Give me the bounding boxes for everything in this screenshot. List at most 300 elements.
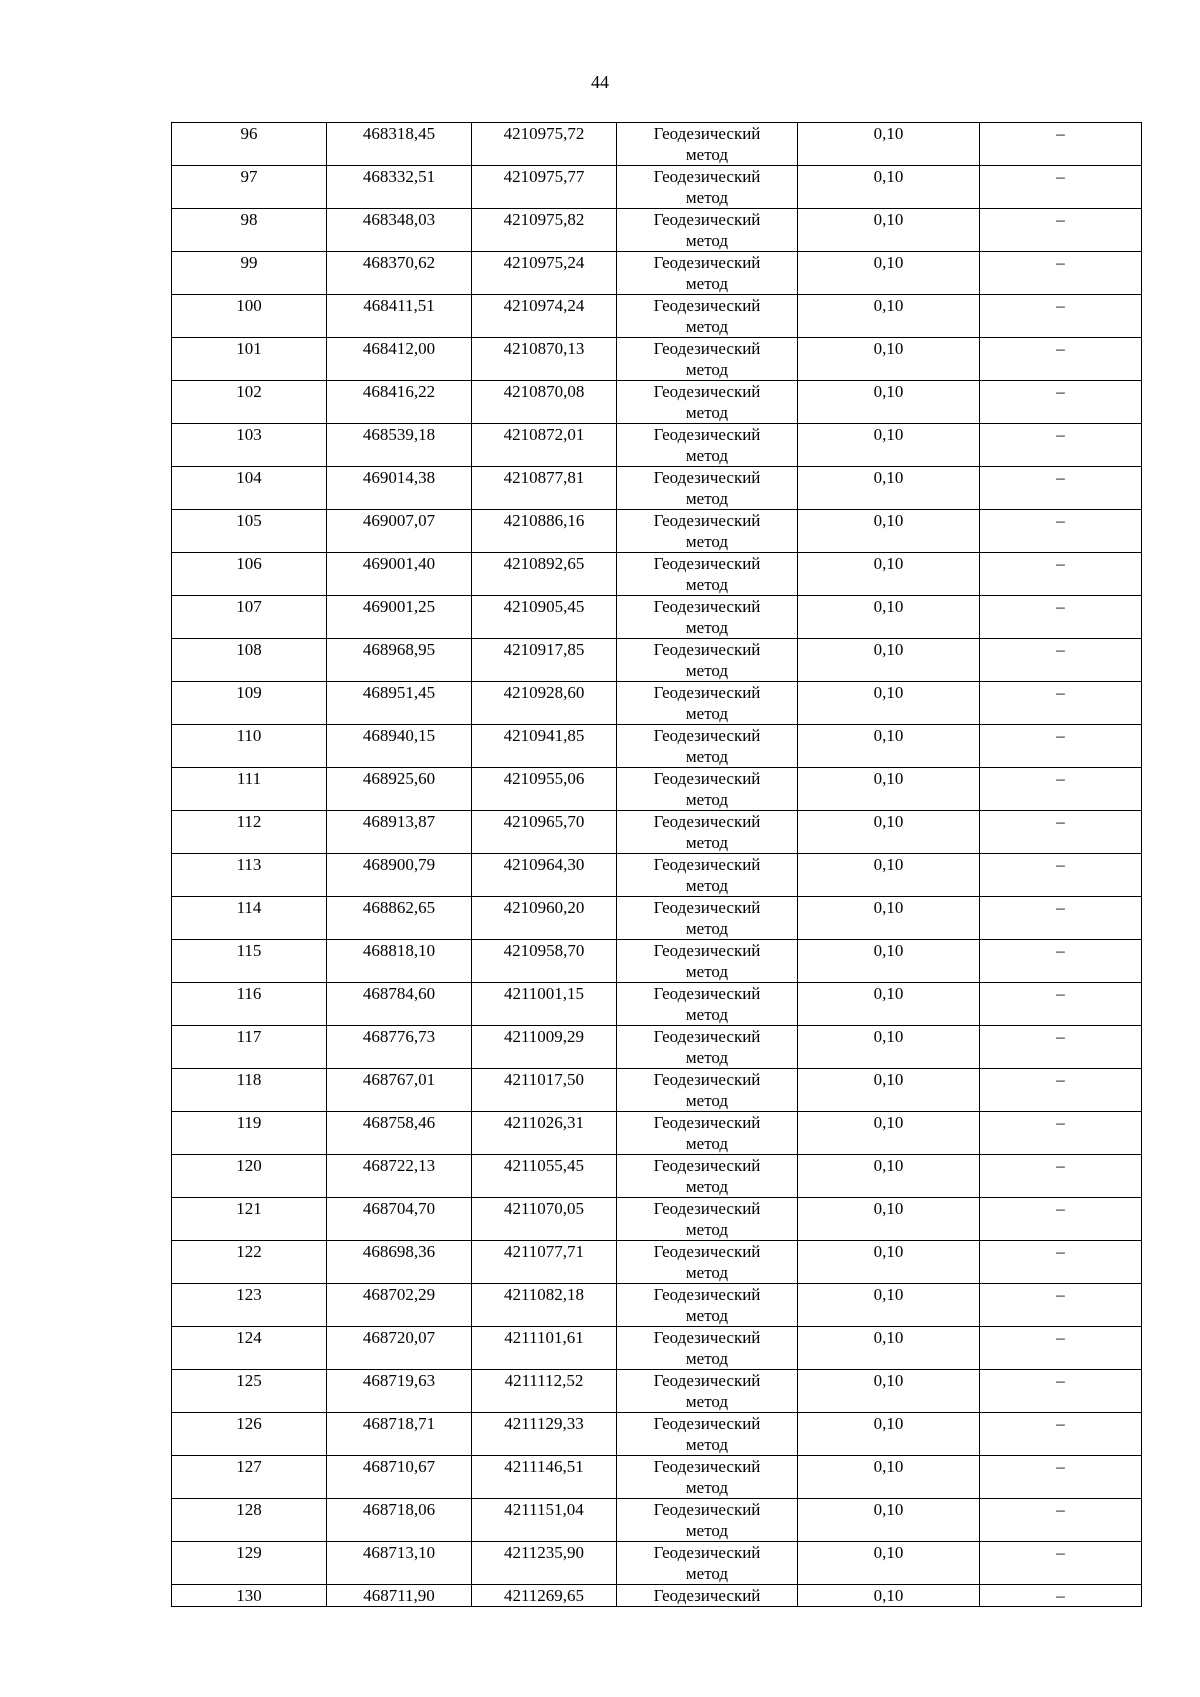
y-coordinate-cell: 4210964,30 <box>472 854 617 897</box>
y-coordinate-cell: 4211055,45 <box>472 1155 617 1198</box>
method-line-2: метод <box>685 360 729 379</box>
method-line-1: Геодезический <box>653 296 761 315</box>
point-number-cell: 127 <box>172 1456 327 1499</box>
method-line-1: Геодезический <box>653 382 761 401</box>
method-line-1: Геодезический <box>653 210 761 229</box>
y-coordinate-cell: 4210870,08 <box>472 381 617 424</box>
note-cell: – <box>980 682 1142 725</box>
accuracy-cell: 0,10 <box>798 252 980 295</box>
table-row <box>172 1456 1142 1499</box>
note-cell: – <box>980 381 1142 424</box>
method-line-1: Геодезический <box>653 554 761 573</box>
method-line-2: метод <box>685 231 729 250</box>
method-cell <box>617 1327 798 1370</box>
method-cell <box>617 252 798 295</box>
accuracy-cell: 0,10 <box>798 1198 980 1241</box>
point-number-cell: 109 <box>172 682 327 725</box>
method-line-1: Геодезический <box>653 855 761 874</box>
y-coordinate-cell: 4210965,70 <box>472 811 617 854</box>
method-line-1: Геодезический <box>653 425 761 444</box>
method-cell <box>617 424 798 467</box>
note-cell: – <box>980 1456 1142 1499</box>
method-cell <box>617 338 798 381</box>
table-row <box>172 1499 1142 1542</box>
table-row <box>172 1198 1142 1241</box>
x-coordinate-cell: 468702,29 <box>327 1284 472 1327</box>
accuracy-cell: 0,10 <box>798 1284 980 1327</box>
accuracy-cell: 0,10 <box>798 1499 980 1542</box>
method-cell <box>617 854 798 897</box>
table-row <box>172 467 1142 510</box>
method-line-2: метод <box>685 1392 729 1411</box>
y-coordinate-cell: 4211235,90 <box>472 1542 617 1585</box>
method-line-1: Геодезический <box>653 769 761 788</box>
note-cell: – <box>980 1370 1142 1413</box>
table-row <box>172 1155 1142 1198</box>
x-coordinate-cell: 468416,22 <box>327 381 472 424</box>
note-cell: – <box>980 897 1142 940</box>
y-coordinate-cell: 4210905,45 <box>472 596 617 639</box>
point-number-cell: 103 <box>172 424 327 467</box>
note-cell: – <box>980 424 1142 467</box>
method-line-2: метод <box>685 317 729 336</box>
note-cell: – <box>980 983 1142 1026</box>
table-row <box>172 897 1142 940</box>
accuracy-cell: 0,10 <box>798 1456 980 1499</box>
y-coordinate-cell: 4211112,52 <box>472 1370 617 1413</box>
y-coordinate-cell: 4210872,01 <box>472 424 617 467</box>
method-line-1: Геодезический <box>653 253 761 272</box>
method-cell <box>617 1370 798 1413</box>
accuracy-cell: 0,10 <box>798 553 980 596</box>
y-coordinate-cell: 4210960,20 <box>472 897 617 940</box>
table-row <box>172 1284 1142 1327</box>
method-cell <box>617 682 798 725</box>
x-coordinate-cell: 468412,00 <box>327 338 472 381</box>
table-row <box>172 1413 1142 1456</box>
table-row <box>172 553 1142 596</box>
note-cell: – <box>980 1026 1142 1069</box>
accuracy-cell: 0,10 <box>798 295 980 338</box>
point-number-cell: 129 <box>172 1542 327 1585</box>
method-cell <box>617 811 798 854</box>
method-line-2: метод <box>685 833 729 852</box>
note-cell: – <box>980 553 1142 596</box>
y-coordinate-cell: 4211009,29 <box>472 1026 617 1069</box>
method-line-2: метод <box>685 1220 729 1239</box>
method-cell <box>617 553 798 596</box>
method-line-2: метод <box>685 1435 729 1454</box>
method-line-1: Геодезический <box>653 1113 761 1132</box>
point-number-cell: 116 <box>172 983 327 1026</box>
point-number-cell: 97 <box>172 166 327 209</box>
y-coordinate-cell: 4211101,61 <box>472 1327 617 1370</box>
accuracy-cell: 0,10 <box>798 510 980 553</box>
point-number-cell: 125 <box>172 1370 327 1413</box>
method-cell <box>617 1542 798 1585</box>
method-cell <box>617 1413 798 1456</box>
y-coordinate-cell: 4210941,85 <box>472 725 617 768</box>
coordinates-table <box>171 122 1142 1607</box>
note-cell: – <box>980 338 1142 381</box>
point-number-cell: 115 <box>172 940 327 983</box>
method-cell <box>617 768 798 811</box>
method-cell <box>617 725 798 768</box>
y-coordinate-cell: 4210917,85 <box>472 639 617 682</box>
accuracy-cell: 0,10 <box>798 682 980 725</box>
x-coordinate-cell: 468900,79 <box>327 854 472 897</box>
table-row <box>172 1069 1142 1112</box>
point-number-cell: 117 <box>172 1026 327 1069</box>
x-coordinate-cell: 468332,51 <box>327 166 472 209</box>
x-coordinate-cell: 468767,01 <box>327 1069 472 1112</box>
method-line-1: Геодезический <box>653 1586 761 1605</box>
point-number-cell: 123 <box>172 1284 327 1327</box>
method-line-1: Геодезический <box>653 1070 761 1089</box>
accuracy-cell: 0,10 <box>798 209 980 252</box>
x-coordinate-cell: 468539,18 <box>327 424 472 467</box>
note-cell: – <box>980 510 1142 553</box>
table-row <box>172 424 1142 467</box>
note-cell: – <box>980 209 1142 252</box>
y-coordinate-cell: 4210974,24 <box>472 295 617 338</box>
point-number-cell: 118 <box>172 1069 327 1112</box>
accuracy-cell: 0,10 <box>798 768 980 811</box>
method-line-2: метод <box>685 1564 729 1583</box>
method-cell <box>617 1241 798 1284</box>
method-line-1: Геодезический <box>653 812 761 831</box>
note-cell: – <box>980 1241 1142 1284</box>
y-coordinate-cell: 4211082,18 <box>472 1284 617 1327</box>
note-cell: – <box>980 1413 1142 1456</box>
table-row <box>172 338 1142 381</box>
method-line-2: метод <box>685 1478 729 1497</box>
note-cell: – <box>980 1327 1142 1370</box>
x-coordinate-cell: 468720,07 <box>327 1327 472 1370</box>
accuracy-cell: 0,10 <box>798 1413 980 1456</box>
method-line-1: Геодезический <box>653 1371 761 1390</box>
note-cell: – <box>980 1112 1142 1155</box>
accuracy-cell: 0,10 <box>798 596 980 639</box>
note-cell: – <box>980 467 1142 510</box>
x-coordinate-cell: 469001,25 <box>327 596 472 639</box>
method-cell <box>617 1069 798 1112</box>
table-row <box>172 1026 1142 1069</box>
method-line-2: метод <box>685 919 729 938</box>
method-line-1: Геодезический <box>653 339 761 358</box>
accuracy-cell: 0,10 <box>798 897 980 940</box>
method-line-1: Геодезический <box>653 640 761 659</box>
x-coordinate-cell: 468711,90 <box>327 1585 472 1607</box>
accuracy-cell: 0,10 <box>798 424 980 467</box>
method-line-1: Геодезический <box>653 683 761 702</box>
method-line-1: Геодезический <box>653 1543 761 1562</box>
note-cell: – <box>980 1198 1142 1241</box>
point-number-cell: 126 <box>172 1413 327 1456</box>
note-cell: – <box>980 596 1142 639</box>
note-cell: – <box>980 940 1142 983</box>
method-line-1: Геодезический <box>653 124 761 143</box>
method-cell <box>617 510 798 553</box>
method-cell <box>617 897 798 940</box>
coordinates-table-body <box>172 123 1142 1607</box>
x-coordinate-cell: 468758,46 <box>327 1112 472 1155</box>
x-coordinate-cell: 468704,70 <box>327 1198 472 1241</box>
x-coordinate-cell: 468925,60 <box>327 768 472 811</box>
method-cell <box>617 295 798 338</box>
method-line-1: Геодезический <box>653 1285 761 1304</box>
y-coordinate-cell: 4211001,15 <box>472 983 617 1026</box>
table-row <box>172 725 1142 768</box>
point-number-cell: 102 <box>172 381 327 424</box>
page-number: 44 <box>591 72 609 92</box>
y-coordinate-cell: 4211146,51 <box>472 1456 617 1499</box>
point-number-cell: 114 <box>172 897 327 940</box>
method-cell <box>617 596 798 639</box>
method-line-2: метод <box>685 575 729 594</box>
y-coordinate-cell: 4211077,71 <box>472 1241 617 1284</box>
accuracy-cell: 0,10 <box>798 1585 980 1607</box>
method-line-2: метод <box>685 188 729 207</box>
point-number-cell: 124 <box>172 1327 327 1370</box>
table-row <box>172 295 1142 338</box>
method-line-1: Геодезический <box>653 597 761 616</box>
y-coordinate-cell: 4211017,50 <box>472 1069 617 1112</box>
method-cell <box>617 983 798 1026</box>
method-line-2: метод <box>685 1091 729 1110</box>
x-coordinate-cell: 468718,06 <box>327 1499 472 1542</box>
method-cell <box>617 166 798 209</box>
x-coordinate-cell: 469014,38 <box>327 467 472 510</box>
accuracy-cell: 0,10 <box>798 1542 980 1585</box>
y-coordinate-cell: 4211070,05 <box>472 1198 617 1241</box>
table-row <box>172 510 1142 553</box>
x-coordinate-cell: 468698,36 <box>327 1241 472 1284</box>
y-coordinate-cell: 4211129,33 <box>472 1413 617 1456</box>
point-number-cell: 101 <box>172 338 327 381</box>
table-row <box>172 1112 1142 1155</box>
accuracy-cell: 0,10 <box>798 940 980 983</box>
x-coordinate-cell: 468784,60 <box>327 983 472 1026</box>
note-cell: – <box>980 1585 1142 1607</box>
method-line-2: метод <box>685 704 729 723</box>
table-row <box>172 209 1142 252</box>
point-number-cell: 100 <box>172 295 327 338</box>
x-coordinate-cell: 468713,10 <box>327 1542 472 1585</box>
y-coordinate-cell: 4210958,70 <box>472 940 617 983</box>
accuracy-cell: 0,10 <box>798 1026 980 1069</box>
method-line-1: Геодезический <box>653 984 761 1003</box>
x-coordinate-cell: 468370,62 <box>327 252 472 295</box>
accuracy-cell: 0,10 <box>798 639 980 682</box>
y-coordinate-cell: 4210928,60 <box>472 682 617 725</box>
method-cell <box>617 467 798 510</box>
y-coordinate-cell: 4210975,77 <box>472 166 617 209</box>
x-coordinate-cell: 468719,63 <box>327 1370 472 1413</box>
x-coordinate-cell: 469007,07 <box>327 510 472 553</box>
method-line-2: метод <box>685 532 729 551</box>
x-coordinate-cell: 468940,15 <box>327 725 472 768</box>
method-line-1: Геодезический <box>653 1500 761 1519</box>
x-coordinate-cell: 468318,45 <box>327 123 472 166</box>
accuracy-cell: 0,10 <box>798 1155 980 1198</box>
method-line-1: Геодезический <box>653 167 761 186</box>
method-line-1: Геодезический <box>653 726 761 745</box>
method-line-2: метод <box>685 790 729 809</box>
note-cell: – <box>980 1155 1142 1198</box>
note-cell: – <box>980 768 1142 811</box>
point-number-cell: 122 <box>172 1241 327 1284</box>
table-row <box>172 381 1142 424</box>
method-line-1: Геодезический <box>653 1457 761 1476</box>
note-cell: – <box>980 166 1142 209</box>
point-number-cell: 130 <box>172 1585 327 1607</box>
x-coordinate-cell: 468348,03 <box>327 209 472 252</box>
note-cell: – <box>980 123 1142 166</box>
y-coordinate-cell: 4211269,65 <box>472 1585 617 1607</box>
accuracy-cell: 0,10 <box>798 1241 980 1284</box>
accuracy-cell: 0,10 <box>798 467 980 510</box>
accuracy-cell: 0,10 <box>798 338 980 381</box>
y-coordinate-cell: 4210975,24 <box>472 252 617 295</box>
x-coordinate-cell: 468718,71 <box>327 1413 472 1456</box>
table-row <box>172 166 1142 209</box>
x-coordinate-cell: 468913,87 <box>327 811 472 854</box>
note-cell: – <box>980 854 1142 897</box>
accuracy-cell: 0,10 <box>798 1112 980 1155</box>
method-line-2: метод <box>685 489 729 508</box>
point-number-cell: 113 <box>172 854 327 897</box>
method-line-2: метод <box>685 1134 729 1153</box>
note-cell: – <box>980 1284 1142 1327</box>
note-cell: – <box>980 725 1142 768</box>
point-number-cell: 121 <box>172 1198 327 1241</box>
method-line-1: Геодезический <box>653 511 761 530</box>
method-line-2: метод <box>685 876 729 895</box>
y-coordinate-cell: 4210886,16 <box>472 510 617 553</box>
accuracy-cell: 0,10 <box>798 1370 980 1413</box>
method-line-2: метод <box>685 1048 729 1067</box>
accuracy-cell: 0,10 <box>798 983 980 1026</box>
point-number-cell: 98 <box>172 209 327 252</box>
method-line-2: метод <box>685 747 729 766</box>
point-number-cell: 120 <box>172 1155 327 1198</box>
method-line-2: метод <box>685 446 729 465</box>
method-line-2: метод <box>685 1005 729 1024</box>
method-cell <box>617 1456 798 1499</box>
method-line-2: метод <box>685 1177 729 1196</box>
x-coordinate-cell: 468710,67 <box>327 1456 472 1499</box>
method-line-2: метод <box>685 145 729 164</box>
method-line-1: Геодезический <box>653 1199 761 1218</box>
y-coordinate-cell: 4210877,81 <box>472 467 617 510</box>
accuracy-cell: 0,10 <box>798 854 980 897</box>
method-line-2: метод <box>685 403 729 422</box>
method-cell <box>617 123 798 166</box>
y-coordinate-cell: 4210975,72 <box>472 123 617 166</box>
method-cell <box>617 940 798 983</box>
method-cell <box>617 1198 798 1241</box>
method-line-1: Геодезический <box>653 898 761 917</box>
table-row <box>172 1241 1142 1284</box>
note-cell: – <box>980 1542 1142 1585</box>
method-cell <box>617 209 798 252</box>
x-coordinate-cell: 468862,65 <box>327 897 472 940</box>
method-line-2: метод <box>685 1521 729 1540</box>
table-row <box>172 768 1142 811</box>
point-number-cell: 107 <box>172 596 327 639</box>
y-coordinate-cell: 4210870,13 <box>472 338 617 381</box>
method-line-2: метод <box>685 962 729 981</box>
method-cell <box>617 1284 798 1327</box>
accuracy-cell: 0,10 <box>798 725 980 768</box>
accuracy-cell: 0,10 <box>798 123 980 166</box>
method-line-1: Геодезический <box>653 1328 761 1347</box>
x-coordinate-cell: 468818,10 <box>327 940 472 983</box>
method-line-2: метод <box>685 618 729 637</box>
method-cell <box>617 1112 798 1155</box>
note-cell: – <box>980 639 1142 682</box>
point-number-cell: 128 <box>172 1499 327 1542</box>
point-number-cell: 112 <box>172 811 327 854</box>
x-coordinate-cell: 468722,13 <box>327 1155 472 1198</box>
table-row <box>172 983 1142 1026</box>
method-line-1: Геодезический <box>653 1242 761 1261</box>
point-number-cell: 111 <box>172 768 327 811</box>
point-number-cell: 99 <box>172 252 327 295</box>
point-number-cell: 104 <box>172 467 327 510</box>
accuracy-cell: 0,10 <box>798 811 980 854</box>
method-line-1: Геодезический <box>653 1414 761 1433</box>
accuracy-cell: 0,10 <box>798 166 980 209</box>
table-row <box>172 1327 1142 1370</box>
note-cell: – <box>980 811 1142 854</box>
note-cell: – <box>980 1499 1142 1542</box>
x-coordinate-cell: 468776,73 <box>327 1026 472 1069</box>
point-number-cell: 119 <box>172 1112 327 1155</box>
method-line-1: Геодезический <box>653 1027 761 1046</box>
point-number-cell: 110 <box>172 725 327 768</box>
table-row <box>172 811 1142 854</box>
method-line-2: метод <box>685 1263 729 1282</box>
y-coordinate-cell: 4210955,06 <box>472 768 617 811</box>
method-line-2: метод <box>685 1349 729 1368</box>
x-coordinate-cell: 469001,40 <box>327 553 472 596</box>
method-cell <box>617 1155 798 1198</box>
accuracy-cell: 0,10 <box>798 381 980 424</box>
table-row <box>172 1542 1142 1585</box>
table-row <box>172 123 1142 166</box>
table-row <box>172 940 1142 983</box>
method-cell <box>617 1499 798 1542</box>
table-row <box>172 682 1142 725</box>
method-line-1: Геодезический <box>653 941 761 960</box>
note-cell: – <box>980 1069 1142 1112</box>
accuracy-cell: 0,10 <box>798 1327 980 1370</box>
method-cell <box>617 1026 798 1069</box>
note-cell: – <box>980 252 1142 295</box>
y-coordinate-cell: 4210975,82 <box>472 209 617 252</box>
method-line-2: метод <box>685 661 729 680</box>
table-row <box>172 596 1142 639</box>
method-cell <box>617 1585 798 1607</box>
method-line-1: Геодезический <box>653 1156 761 1175</box>
point-number-cell: 106 <box>172 553 327 596</box>
method-line-1: Геодезический <box>653 468 761 487</box>
table-row <box>172 252 1142 295</box>
point-number-cell: 108 <box>172 639 327 682</box>
table-row <box>172 639 1142 682</box>
